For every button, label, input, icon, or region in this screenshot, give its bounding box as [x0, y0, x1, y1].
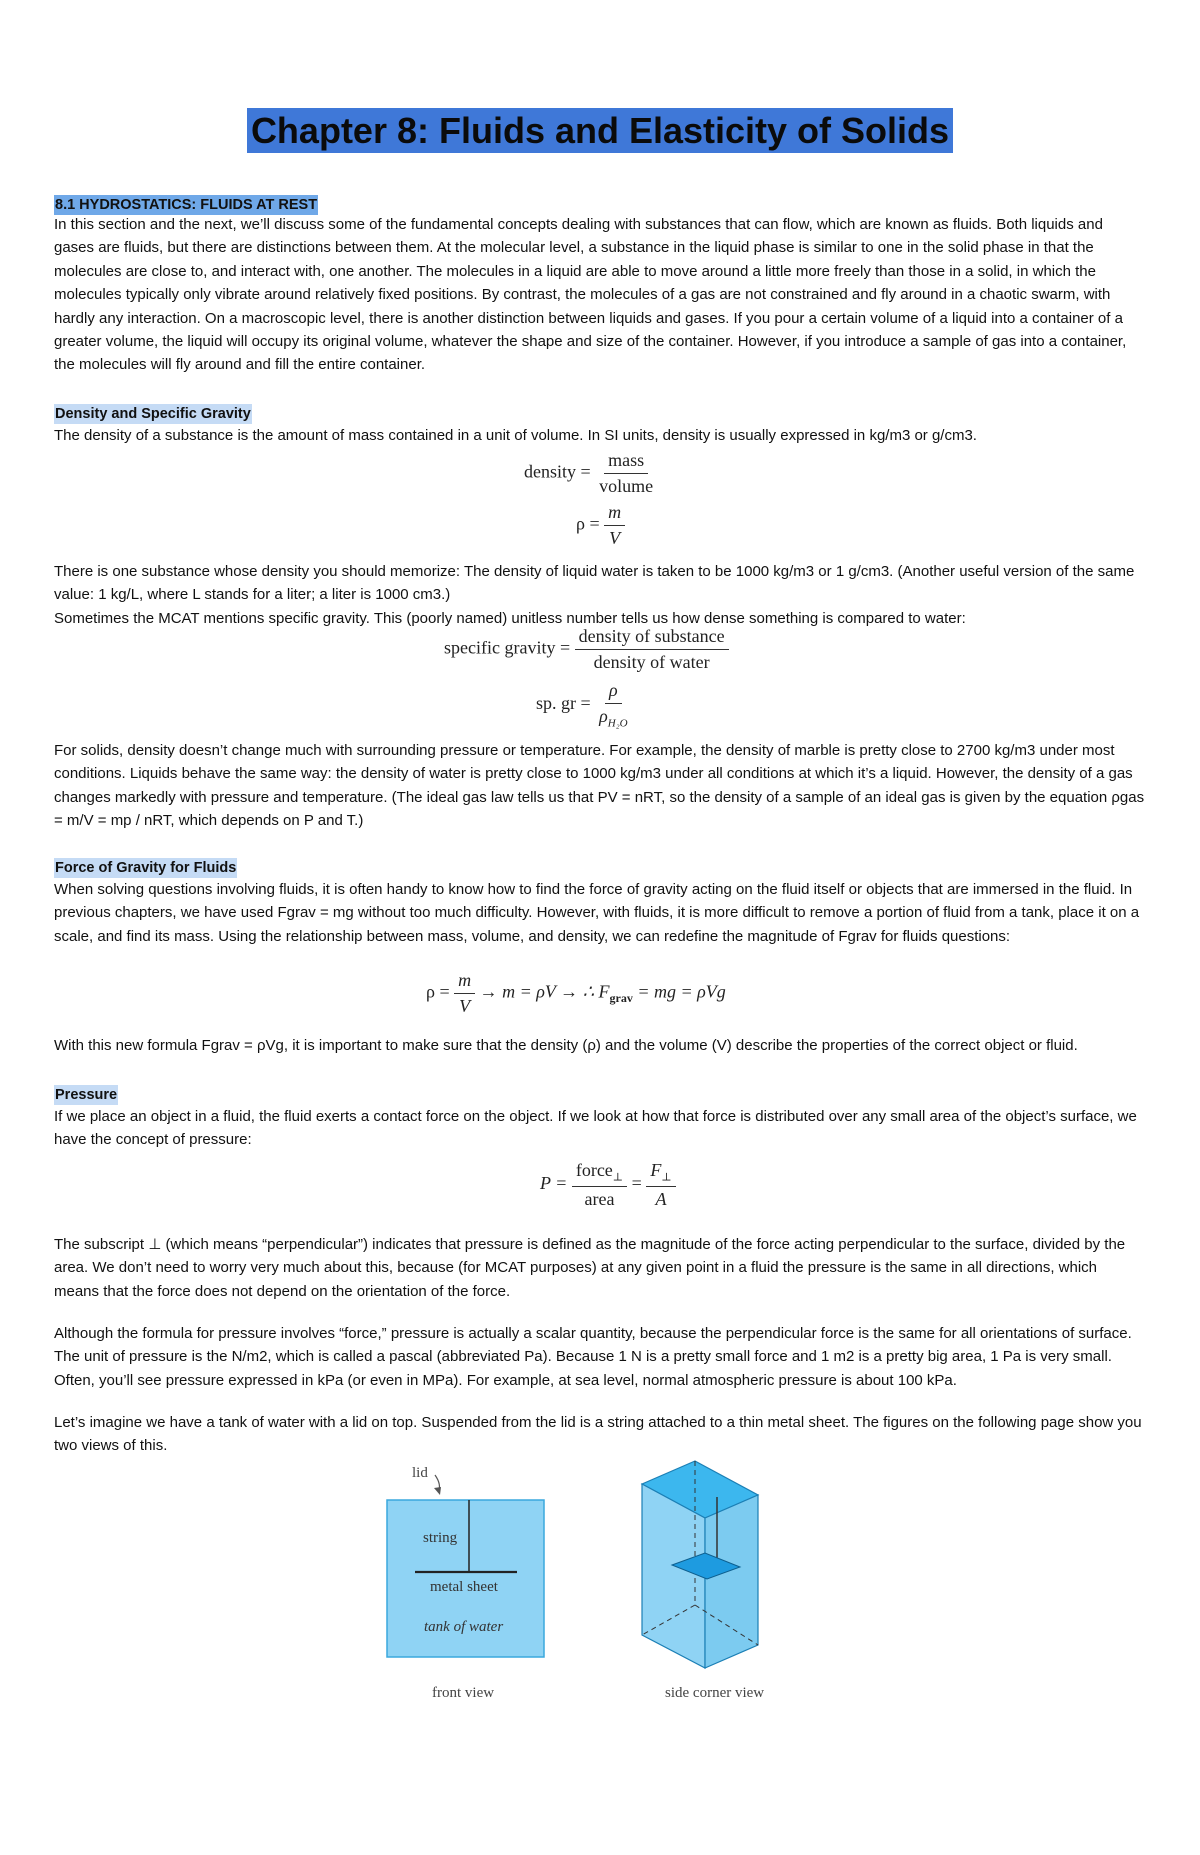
press-eq-fraction-1 — [572, 1160, 627, 1210]
side-tank-side-face — [705, 1495, 758, 1668]
density-eq-denominator: volume — [599, 476, 654, 496]
press-eq-den2: A — [655, 1188, 667, 1209]
grav-eq-denominator: V — [459, 996, 471, 1016]
density-heading: Density and Specific Gravity — [55, 406, 251, 422]
pressure-heading: Pressure — [55, 1087, 118, 1103]
specific-gravity-equation — [444, 626, 729, 673]
density-paragraph-1: The density of a substance is the amount of mass contained in a unit of volume. In SI units, density is usually expressed in kg/m3 or g/cm3. — [54, 427, 977, 444]
grav-eq-rhs1: → m = ρV → ∴ F — [479, 981, 610, 1002]
gravity-heading-block — [54, 856, 1146, 879]
gravity-paragraph-2: With this new formula Fgrav = ρVg, it is important to make sure that the density (ρ) and the volume (V) describe the properties of the correct object or fluid. — [54, 1037, 1078, 1054]
metal-sheet-label: metal sheet — [430, 1579, 498, 1595]
rho-eq-lhs: ρ = — [576, 513, 600, 534]
density-paragraph-2: There is one substance whose density you should memorize: The density of liquid water is taken to be 1000 kg/m3 or 1 g/cm3. (Another useful version of the same value: 1 kg/L, where L stands for a liter; a liter is 1000 cm3.) — [54, 563, 1135, 604]
spgr-den-rho: ρ — [599, 706, 608, 726]
density-eq-numerator: mass — [604, 450, 648, 474]
pressure-paragraph-3: Although the formula for pressure involves “force,” pressure is actually a scalar quantity, because the perpendicular force is the same for all orientations of surface. The unit of pressure is the N/m2, which is called a pascal (abbreviated Pa). Because 1 N is a pretty small force and 1 m2 is a pretty big area, 1 Pa is very small. Often, you’ll see pressure expressed in kPa (or even in MPa). For example, at sea level, normal atmospheric pressure is about 100 kPa. — [54, 1325, 1132, 1389]
press-num2-sub: ⊥ — [661, 1171, 672, 1184]
pressure-paragraph-1: If we place an object in a fluid, the fluid exerts a contact force on the object. If we look at how that force is distributed over any small area of the object’s surface, we have the concept of pressure: — [54, 1108, 1137, 1149]
gravity-heading: Force of Gravity for Fluids — [55, 860, 237, 876]
side-corner-view — [642, 1461, 764, 1701]
density-paragraph-3: Sometimes the MCAT mentions specific gravity. This (poorly named) unitless number tells us how dense something is compared to water: — [54, 610, 966, 627]
chapter-title-block — [54, 110, 1146, 152]
grav-eq-lhs: ρ = — [426, 981, 450, 1002]
sp-gr-equation — [536, 680, 632, 730]
press-eq-den1: area — [584, 1188, 615, 1209]
tank-label: tank of water — [424, 1619, 504, 1635]
press-eq-num2 — [646, 1160, 675, 1187]
sg-eq-denominator: density of water — [593, 652, 710, 672]
chapter-title: Chapter 8: Fluids and Elasticity of Solids — [247, 108, 953, 153]
side-caption: side corner view — [665, 1685, 765, 1701]
pressure-paragraph-2: The subscript ⊥ (which means “perpendicular”) indicates that pressure is defined as the magnitude of the force acting perpendicular to the surface, divided by the area. We don’t need to worry very much about this, because (for MCAT purposes) at any given point in a fluid the pressure is the same in all directions, which means that the force does not depend on the orientation of the force. — [54, 1236, 1126, 1300]
front-caption: front view — [432, 1685, 495, 1701]
density-eq-fraction — [595, 450, 657, 497]
grav-eq-rhs2: = mg = ρVg — [632, 981, 726, 1002]
density-paragraph-4: For solids, density doesn’t change much with surrounding pressure or temperature. For example, the density of marble is pretty close to 2700 kg/m3 under most conditions. Liquids behave the same way: the density of water is pretty close to 1000 kg/m3 under all conditions at which it’s a liquid. However, the density of a gas changes markedly with pressure and temperature. (The ideal gas law tells us that PV = nRT, so the density of a sample of an ideal gas is given by the equation ρgas = m/V = mp / nRT, which depends on P and T.) — [54, 742, 1145, 830]
spgr-eq-denominator — [595, 704, 631, 730]
front-view — [387, 1465, 544, 1701]
rho-eq-numerator: m — [604, 502, 625, 526]
pressure-paragraph-4: Let’s imagine we have a tank of water with a lid on top. Suspended from the lid is a string attached to a thin metal sheet. The figures on the following page show you two views of this. — [54, 1414, 1142, 1455]
lid-label: lid — [412, 1465, 428, 1481]
press-num1-sub: ⊥ — [612, 1171, 624, 1184]
press-eq-num1 — [572, 1160, 627, 1187]
spgr-eq-fraction — [595, 680, 631, 730]
density-eq-lhs: density = — [524, 461, 591, 482]
press-eq-lhs: P = — [540, 1172, 568, 1193]
rho-equation — [576, 502, 625, 549]
density-equation — [524, 450, 657, 497]
rho-eq-fraction — [604, 502, 625, 549]
pressure-heading-block — [54, 1083, 1146, 1106]
press-num2-text: F — [650, 1160, 662, 1180]
tank-figure — [380, 1455, 800, 1715]
spgr-eq-numerator: ρ — [605, 680, 622, 704]
gravity-paragraph-1: When solving questions involving fluids, it is often handy to know how to find the force of gravity acting on the fluid itself or objects that are immersed in the fluid. In previous chapters, we have used Fgrav = mg without too much difficulty. However, with fluids, it is more difficult to remove a portion of fluid from a tank, place it on a scale, and find its mass. Using the relationship between mass, volume, and density, we can redefine the magnitude of Fgrav for fluids questions: — [54, 881, 1140, 945]
grav-eq-fraction — [454, 970, 475, 1017]
gravity-equation — [426, 970, 726, 1017]
press-eq-equals: = — [631, 1172, 642, 1193]
density-heading-block — [54, 402, 1146, 425]
grav-eq-sub: grav — [609, 991, 633, 1006]
grav-eq-numerator: m — [454, 970, 475, 994]
press-num1-text: force — [575, 1160, 613, 1180]
intro-paragraph: In this section and the next, we’ll discuss some of the fundamental concepts dealing with substances that can flow, which are known as fluids. Both liquids and gases are fluids, but there are distinctions between them. At the molecular level, a substance in the liquid phase is similar to one in the solid phase in that the molecules are close to, and interact with, one another. The molecules in a liquid are able to move around a little more freely than those in a solid, in which the molecules typically only vibrate around relatively fixed positions. By contrast, the molecules of a gas are not constrained and fly around in a chaotic swarm, with hardly any interaction. On a macroscopic level, there is another distinction between liquids and gases. If you pour a certain volume of a liquid into a container of a greater volume, the liquid will occupy its original volume, whatever the shape and size of the container. However, if you introduce a sample of gas into a container, the molecules will fly around and fill the entire container. — [54, 216, 1127, 374]
section-heading: 8.1 HYDROSTATICS: FLUIDS AT REST — [55, 197, 318, 213]
lid-arrow-head — [434, 1487, 441, 1495]
press-eq-fraction-2 — [646, 1160, 675, 1210]
sg-eq-numerator: density of substance — [575, 626, 729, 650]
string-label: string — [423, 1530, 458, 1546]
pressure-equation — [540, 1160, 676, 1210]
spgr-den-sub: H₂O — [607, 717, 628, 730]
sg-eq-lhs: specific gravity = — [444, 637, 571, 658]
sg-eq-fraction — [575, 626, 729, 673]
spgr-eq-lhs: sp. gr = — [536, 692, 591, 713]
rho-eq-denominator: V — [609, 528, 621, 548]
